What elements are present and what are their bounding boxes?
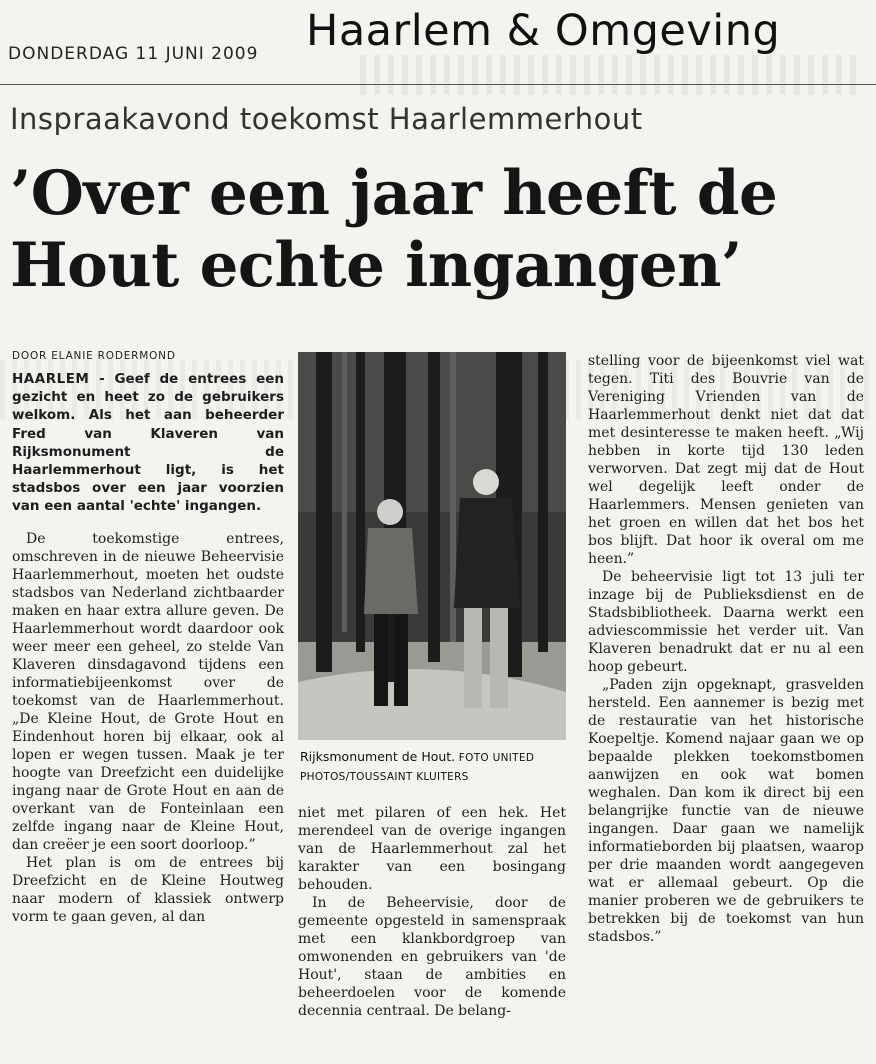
- section-title: Haarlem & Omgeving: [306, 6, 781, 56]
- article-lead: [12, 370, 284, 516]
- photo-caption: [300, 748, 566, 786]
- header-divider: [0, 84, 876, 85]
- dateline: HAARLEM: [12, 371, 90, 387]
- body-paragraph: Het plan is om de entrees bij Dreefzicht en de Kleine Houtweg naar modern of klassiek ontwerp vorm te gaan geven, al dan: [12, 854, 284, 925]
- issue-date: DONDERDAG 11 JUNI 2009: [8, 44, 259, 64]
- bleed-through-texture: [360, 55, 860, 95]
- body-paragraph: stelling voor de bijeenkomst viel wat tegen. Titi des Bouvrie van de Vereniging Vrienden van de Haarlemmerhout denkt niet dat dat met desinteresse te maken heeft. „Wij hebben in korte tijd 130 leden verworven. Dat zegt mij dat de Hout wel degelijk leeft onder de Haarlemmers. Mensen genieten van het groen en willen dat het bos het bos blijft. Dat hoor ik overal om me heen.”: [588, 353, 864, 567]
- body-paragraph: niet met pilaren of een hek. Het merendeel van de overige ingangen van de Haarlemmerhout zal het karakter van een bosingang behouden.: [298, 805, 566, 893]
- caption-text: Rijksmonument de Hout.: [300, 749, 456, 764]
- article-column-2: [298, 804, 566, 1020]
- body-paragraph: De beheervisie ligt tot 13 juli ter inzage bij de Publieksdienst en de Stadsbibliotheek. Daarna werkt een adviescommissie het verder uit. Van Klaveren benadrukt dat er nu al een hoop gebeurt.: [588, 569, 864, 675]
- article-kicker: Inspraakavond toekomst Haarlemmerhout: [10, 102, 643, 136]
- body-paragraph: „Paden zijn opgeknapt, grasvelden hersteld. Een aannemer is bezig met de restauratie van het historische Koepeltje. Komend najaar gaan we op bepaalde plekken toekomstbomen aanwijzen en ook wat bomen weghalen. Dan kom ik direct bij een belangrijke functie van de nieuwe ingangen. Daar gaan we namelijk informatieborden bij plaatsen, waarop per drie maanden wordt aangegeven wat er allemaal gebeurt. Op die manier proberen we de gebruikers te betrekken bij de toekomst van hun stadsbos.”: [588, 677, 864, 945]
- forest-scene-illustration: [298, 352, 566, 740]
- body-paragraph: De toekomstige entrees, omschreven in de nieuwe Beheervisie Haarlemmerhout, moeten het oudste stadsbos van Nederland zichtbaarder maken en haar extra allure geven. De Haarlemmerhout wordt daardoor ook weer meer een geheel, zo stelde Van Klaveren dinsdagavond tijdens een informatiebijeenkomst over de toekomst van de Haarlemmerhout. „De Kleine Hout, de Grote Hout en Eindenhout horen bij elkaar, ook al lopen er wegen tussen. Maak je ter hoogte van Dreefzicht een duidelijke ingang naar de Grote Hout en aan de overkant van de Fonteinlaan een zelfde ingang naar de Kleine Hout, dan creëer je een soort doorloop.”: [12, 530, 284, 853]
- article-headline: ’Over een jaar heeft de Hout echte ingangen’: [10, 158, 778, 301]
- lead-text: - Geef de entrees een gezicht en heet zo de gebruikers welkom. Als het aan beheerder Fred van Klaveren van Rijksmonument de Haarlemmerhout ligt, is het stadsbos over een jaar voorzien van een aantal 'echte' ingangen.: [12, 371, 284, 515]
- body-paragraph: In de Beheervisie, door de gemeente opgesteld in samenspraak met een klankbordgroep van omwonenden en gebruikers van 'de Hout', staan de ambities en beheerdoelen voor de komende decennia centraal. De belang-: [298, 895, 566, 1019]
- photo-credit: FOTO UNITED PHOTOS/TOUSSAINT KLUITERS: [300, 752, 535, 783]
- article-column-1: [12, 370, 284, 926]
- article-photo: [298, 352, 566, 740]
- article-byline: DOOR ELANIE RODERMOND: [12, 350, 176, 362]
- article-column-3: [588, 352, 864, 946]
